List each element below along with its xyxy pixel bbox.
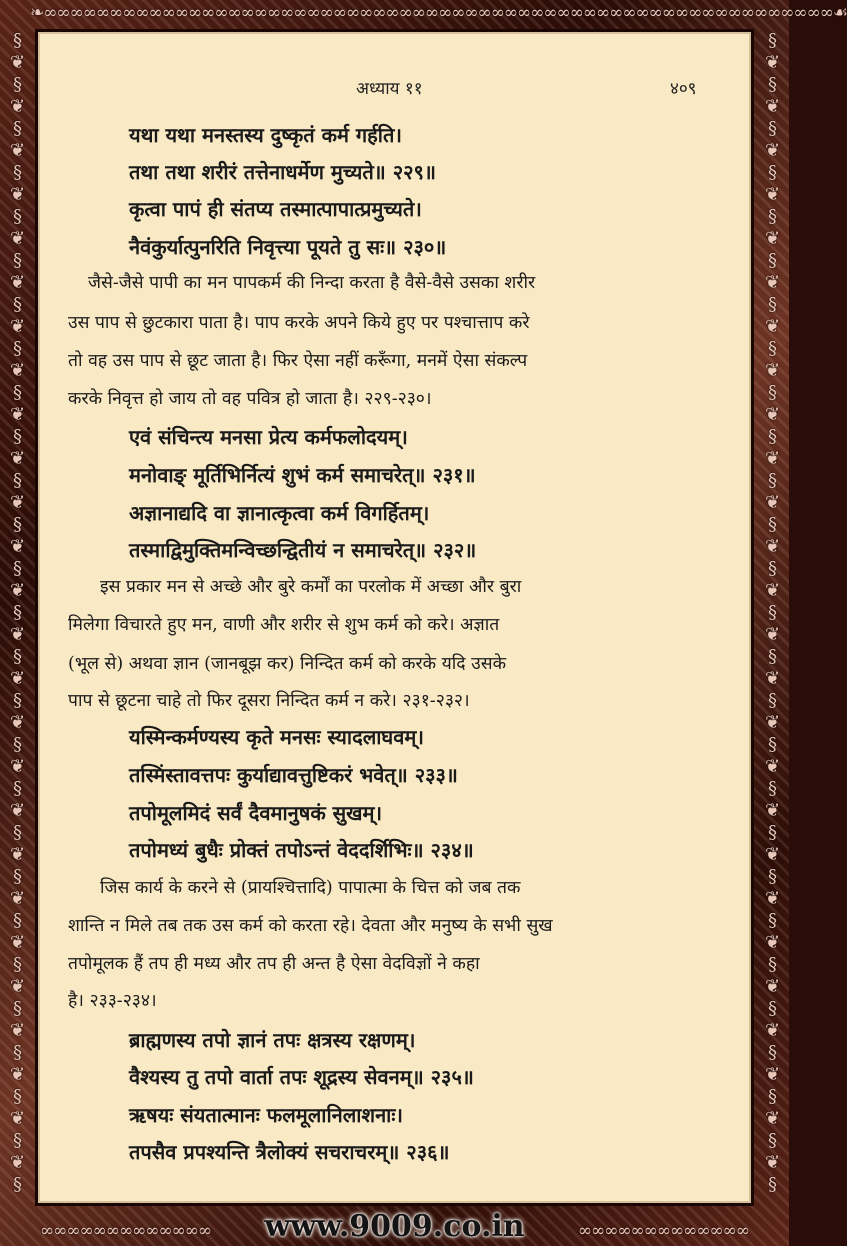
translation-line: मिलेगा विचारते हुए मन, वाणी और शरीर से शुभ कर्म को करे। अज्ञात bbox=[68, 615, 500, 635]
translation-line: तो वह उस पाप से छूट जाता है। फिर ऐसा नहीं करूँगा, मनमें ऐसा संकल्प bbox=[68, 351, 528, 371]
verse-line: ब्राह्मणस्य तपो ज्ञानं तपः क्षत्रस्य रक्षणम्। bbox=[129, 1028, 416, 1052]
translation-line: इस प्रकार मन से अच्छे और बुरे कर्मों का परलोक में अच्छा और बुरा bbox=[100, 577, 522, 597]
translation-line: जैसे-जैसे पापी का मन पापकर्म की निन्दा करता है वैसे-वैसे उसका शरीर bbox=[88, 273, 536, 293]
translation-line: शान्ति न मिले तब तक उस कर्म को करता रहे। देवता और मनुष्य के सभी सुख bbox=[68, 916, 553, 936]
verse-line: ऋषयः संयतात्मानः फलमूलानिलाशनाः। bbox=[129, 1103, 403, 1127]
translation-line: उस पाप से छुटकारा पाता है। पाप करके अपने किये हुए पर पश्चात्ताप करे bbox=[68, 313, 530, 333]
bottom-right-ornament: ∞∞∞∞∞∞∞∞∞∞∞∞∞ bbox=[577, 1221, 749, 1241]
verse-line: अज्ञानाद्यदि वा ज्ञानात्कृत्वा कर्म विगर्हितम्। bbox=[129, 501, 430, 525]
translation-line: पाप से छूटना चाहे तो फिर दूसरा निन्दित कर्म न करे। २३१-२३२। bbox=[68, 691, 470, 711]
verse-line: मनोवाङ् मूर्तिभिर्नित्यं शुभं कर्म समाचरेत्॥ २३१॥ bbox=[129, 463, 476, 487]
verse-line: एवं संचिन्त्य मनसा प्रेत्य कर्मफलोदयम्। bbox=[129, 425, 408, 449]
translation-line: (भूल से) अथवा ज्ञान (जानबूझ कर) निन्दित कर्म को करके यदि उसके bbox=[68, 654, 507, 674]
bottom-left-ornament: ∞∞∞∞∞∞∞∞∞∞∞∞∞ bbox=[40, 1221, 212, 1241]
verse-line: वैश्यस्य तु तपो वार्ता तपः शूद्रस्य सेवनम्॥ २३५॥ bbox=[129, 1065, 474, 1089]
verse-line: तस्मिंस्तावत्तपः कुर्याद्यावत्तुष्टिकरं भवेत्॥ २३३॥ bbox=[129, 763, 458, 787]
left-border-ornament: § ❦ § ❦ § ❦ § ❦ § ❦ § ❦ § ❦ § ❦ § ❦ § ❦ § ❦ § ❦ § ❦ § ❦ § ❦ § ❦ § ❦ § ❦ § ❦ § ❦ § ❦ § ❦ § ❦ § ❦ § ❦ § ❦ § bbox=[9, 30, 25, 1195]
translation-line: है। २३३-२३४। bbox=[68, 991, 157, 1011]
translation-line: करके निवृत्त हो जाय तो वह पवित्र हो जाता है। २२९-२३०। bbox=[68, 389, 432, 409]
verse-line: तथा तथा शरीरं तत्तेनाधर्मेण मुच्यते॥ २२९॥ bbox=[129, 160, 436, 184]
verse-line: तपोमूलमिदं सर्वं दैवमानुषकं सुखम्। bbox=[129, 801, 383, 825]
page-number: ४०९ bbox=[670, 79, 697, 99]
verse-line: तपसैव प्रपश्यन्ति त्रैलोक्यं सचराचरम्॥ २३६॥ bbox=[129, 1140, 450, 1164]
verse-line: यस्मिन्कर्मण्यस्य कृते मनसः स्यादलाघवम्। bbox=[129, 725, 424, 749]
verse-line: तपोमध्यं बुधैः प्रोक्तं तपोऽन्तं वेददर्शिभिः॥ २३४॥ bbox=[129, 838, 474, 862]
chapter-header: अध्याय ११ bbox=[356, 79, 423, 99]
translation-line: जिस कार्य के करने से (प्रायश्चित्तादि) पापात्मा के चित्त को जब तक bbox=[100, 878, 521, 898]
website-url: www.9009.co.in bbox=[264, 1209, 525, 1244]
verse-line: यथा यथा मनस्तस्य दुष्कृतं कर्म गर्हति। bbox=[129, 123, 402, 147]
right-border-ornament: § ❦ § ❦ § ❦ § ❦ § ❦ § ❦ § ❦ § ❦ § ❦ § ❦ § ❦ § ❦ § ❦ § ❦ § ❦ § ❦ § ❦ § ❦ § ❦ § ❦ § ❦ § ❦ § ❦ § ❦ § ❦ § ❦ § bbox=[764, 30, 780, 1195]
scripture-page bbox=[38, 32, 751, 1203]
verse-line: कृत्वा पापं ही संतप्य तस्मात्पापात्प्रमुच्यते। bbox=[129, 197, 422, 221]
translation-line: तपोमूलक हैं तप ही मध्य और तप ही अन्त है ऐसा वेदविज्ञों ने कहा bbox=[68, 954, 480, 974]
top-border-ornament: ❧∞∞∞∞∞∞∞∞∞∞∞∞∞∞∞∞∞∞∞∞∞∞∞∞∞∞∞∞∞∞∞∞∞∞∞∞∞∞∞∞∞∞∞∞∞∞∞∞∞∞∞∞∞∞∞∞∞∞∞∞☙ bbox=[30, 3, 847, 23]
verse-line: नैवंकुर्यात्पुनरिति निवृत्त्या पूयते तु सः॥ २३०॥ bbox=[129, 235, 447, 259]
verse-line: तस्माद्विमुक्तिमन्विच्छन्द्वितीयं न समाचरेत्॥ २३२॥ bbox=[129, 538, 477, 562]
